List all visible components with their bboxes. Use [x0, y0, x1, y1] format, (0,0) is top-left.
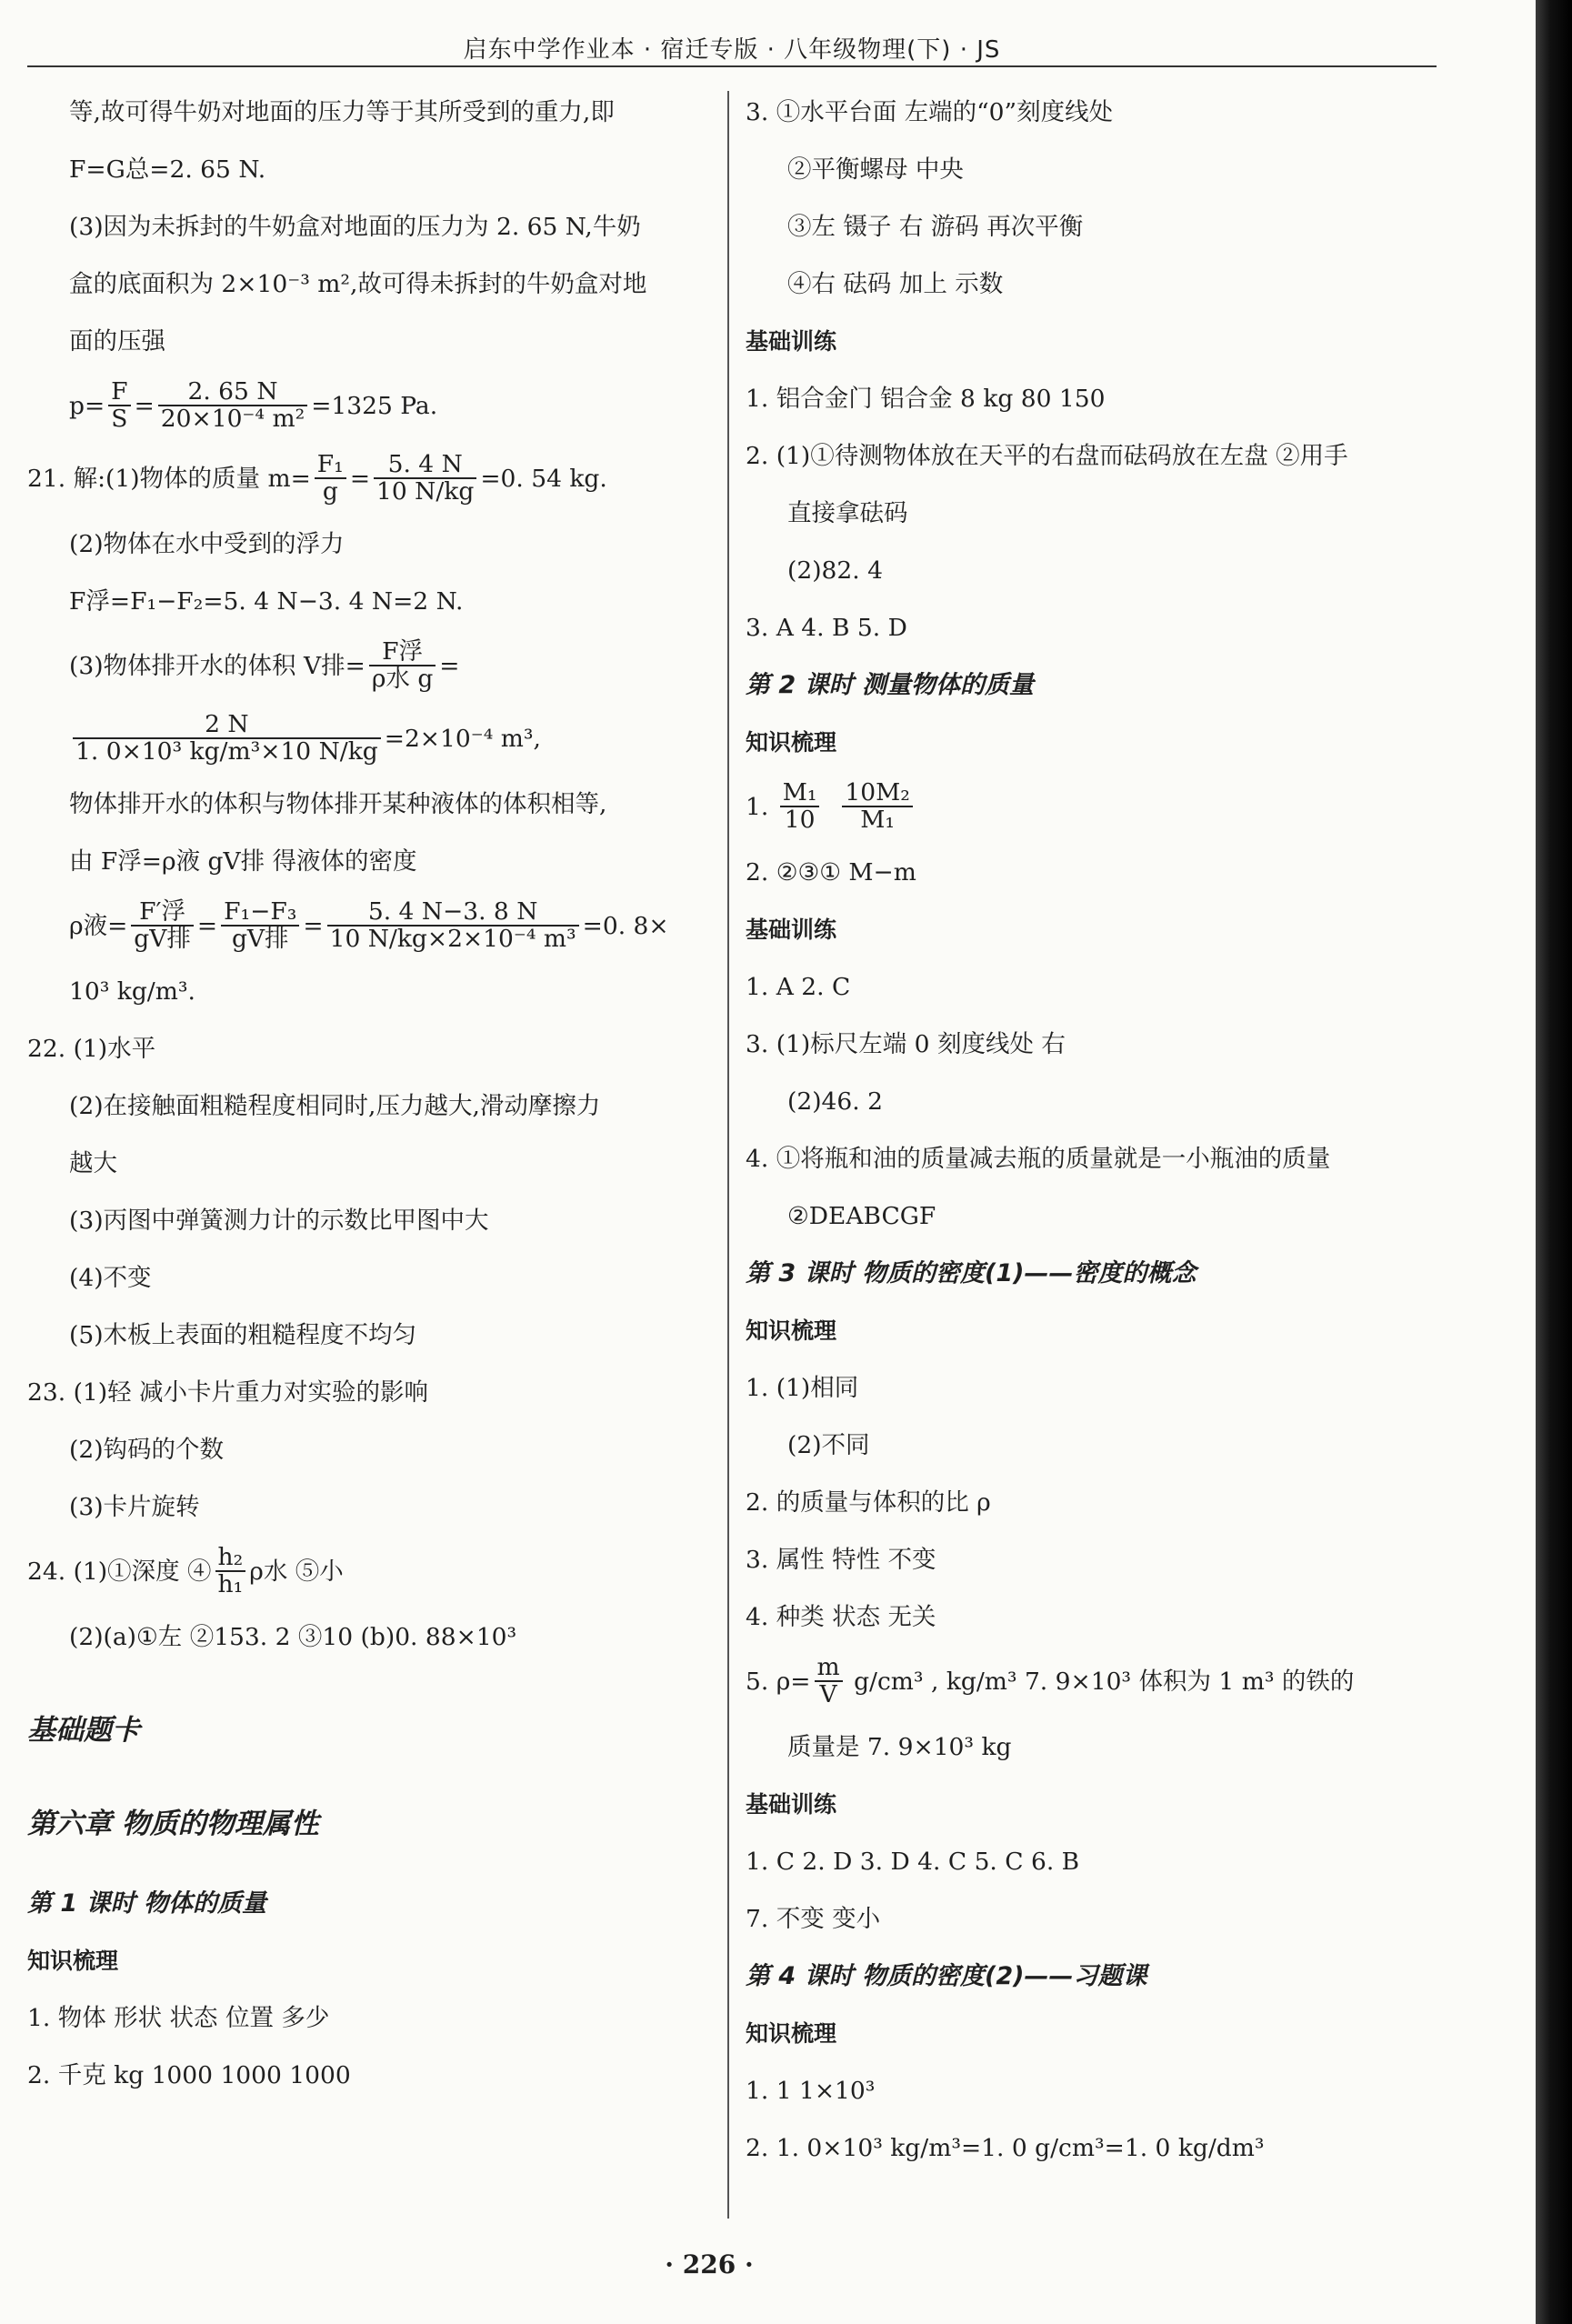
answer-line: (2)82. 4 [787, 556, 883, 585]
numerator: M₁ [780, 780, 820, 807]
denominator: ρ水 g [371, 665, 434, 693]
volume-equation-cont [27, 703, 718, 776]
answer-line: 1. A 2. C [746, 973, 851, 1001]
answer-line: 7. 不变 变小 [746, 1905, 881, 1933]
subsection-heading: 基础训练 [746, 1791, 837, 1818]
answer-line: 直接拿砝码 [787, 499, 908, 527]
equation-line: F=G总=2. 65 N. [69, 155, 266, 184]
scan-edge-shadow [1536, 0, 1572, 2324]
page-header [27, 25, 1437, 67]
fraction [158, 379, 307, 432]
fraction [327, 899, 579, 952]
text-line: (5)木板上表面的粗糙程度不均匀 [69, 1321, 417, 1349]
chapter-heading: 第六章 物质的物理属性 [27, 1808, 319, 1840]
text-line: (3)丙图中弹簧测力计的示数比甲图中大 [69, 1207, 489, 1235]
left-column [27, 84, 718, 2104]
answer-line: ②DEABCGF [787, 1202, 936, 1230]
denominator: 10 N/kg×2×10⁻⁴ m³ [329, 925, 576, 953]
eq-part: 1. [746, 793, 776, 821]
answer-line: 2. 的质量与体积的比 ρ [746, 1488, 991, 1517]
fraction [108, 379, 130, 432]
section-heading: 基础题卡 [27, 1714, 140, 1747]
answer-line: 3. A 4. B 5. D [746, 614, 907, 642]
answer-23: 23. (1)轻 减小卡片重力对实验的影响 [27, 1378, 429, 1407]
subsection-heading: 知识梳理 [746, 2020, 837, 2047]
subsection-heading: 基础训练 [746, 917, 837, 943]
eq-part: = [439, 652, 460, 680]
fraction [374, 452, 476, 505]
answer-24 [27, 1536, 718, 1608]
answer-21-mass: 21. 解:(1)物体的质量 m= $\frac{\text{F₁}}{g}$ = $\frac{5. 4 N}{10 N/kg}$ =0. 54 kg. [27, 450, 607, 506]
subsection-heading: 知识梳理 [27, 1948, 119, 1974]
numerator: F₁−F₃ [221, 899, 299, 927]
denominator: h₁ [217, 1570, 244, 1598]
fraction [815, 1655, 843, 1708]
subsection-heading: 知识梳理 [746, 729, 837, 756]
eq-part: ρ液= [69, 912, 128, 940]
eq-part: 5. ρ= [746, 1668, 811, 1696]
denominator: g [322, 477, 338, 506]
answer-line: 2. 1. 0×10³ kg/m³=1. 0 g/cm³=1. 0 kg/dm³ [746, 2134, 1265, 2162]
answer-line [746, 771, 1437, 844]
text-line: (2)在接触面粗糙程度相同时,压力越大,滑动摩擦力 [69, 1092, 601, 1120]
text-line: 物体排开水的体积与物体排开某种液体的体积相等, [69, 790, 607, 818]
text-line: 面的压强 [69, 327, 165, 356]
fraction [131, 899, 194, 952]
equation-line: 10³ kg/m³. [69, 977, 195, 1006]
page-number: · 226 · [665, 2249, 754, 2279]
numerator: 2. 65 N [158, 379, 307, 406]
numerator: F₁ [315, 452, 346, 479]
text-line: 越大 [69, 1149, 117, 1177]
fraction [73, 712, 381, 765]
answer-line: 2. ②③① M−m [746, 858, 916, 887]
answer-line: 1. (1)相同 [746, 1374, 859, 1402]
fraction [221, 899, 299, 952]
answer-line: 1. 物体 形状 状态 位置 多少 [27, 2004, 330, 2032]
answer-line [746, 1646, 1437, 1718]
fraction [215, 1545, 246, 1598]
denominator: 10 N/kg [376, 477, 475, 506]
denominator: S [111, 405, 128, 433]
eq-part: =0. 8× [582, 912, 669, 940]
eq-part: =2×10⁻⁴ m³, [384, 725, 541, 753]
header-title: 启东中学作业本 · 宿迁专版 · 八年级物理(下) · JS [463, 36, 1001, 64]
answer-line: ③左 镊子 右 游码 再次平衡 [787, 213, 1084, 241]
text-line: (4)不变 [69, 1264, 152, 1292]
density-equation: ρ液= $\frac{\text{F′浮}}{\text{gV排}}$ = $\frac{\text{F₁−F₃}}{\text{gV排}}$ = $\frac{5. 4 N-3. 8 N}{\text{10 N/kg×2×10⁻⁴ m³}}$ =0. 8× [69, 897, 669, 953]
eq-part: =1325 Pa. [311, 392, 438, 420]
answer-line: 1. 1 1×10³ [746, 2077, 876, 2105]
text-line: (3)因为未拆封的牛奶盒对地面的压力为 2. 65 N,牛奶 [69, 213, 641, 241]
denominator: gV排 [231, 925, 289, 953]
eq-part: (3)物体排开水的体积 V排= [69, 652, 365, 680]
eq-part: 21. 解:(1)物体的质量 m= [27, 465, 311, 493]
numerator: 10M₂ [842, 780, 912, 807]
subsection-heading: 知识梳理 [746, 1317, 837, 1344]
answer-line: ④右 砝码 加上 示数 [787, 270, 1004, 298]
numerator: 2 N [73, 712, 381, 739]
text-line: (2)(a)①左 ②153. 2 ③10 (b)0. 88×10³ [69, 1623, 517, 1651]
lesson-heading: 第 1 课时 物体的质量 [27, 1889, 266, 1918]
numerator: 5. 4 N−3. 8 N [327, 899, 579, 927]
denominator: M₁ [860, 806, 895, 834]
eq-part: 24. (1)①深度 ④ [27, 1558, 212, 1586]
pressure-equation: p= $\frac{F}{S}$ = $\frac{2. 65 N}{\text{20×10⁻⁴ m²}}$ =1325 Pa. [69, 377, 438, 433]
fraction [842, 780, 912, 833]
denominator: V [819, 1680, 837, 1708]
text-line: (2)钩码的个数 [69, 1436, 225, 1464]
answer-line: 3. 属性 特性 不变 [746, 1546, 936, 1574]
answer-line: 4. 种类 状态 无关 [746, 1603, 936, 1631]
column-divider [727, 91, 729, 2219]
answer-line: 2. (1)①待测物体放在天平的右盘而砝码放在左盘 ②用手 [746, 442, 1348, 470]
text-line: (2)物体在水中受到的浮力 [69, 530, 345, 558]
answer-line: 4. ①将瓶和油的质量减去瓶的质量就是一小瓶油的质量 [746, 1145, 1331, 1173]
denominator: 1. 0×10³ kg/m³×10 N/kg [75, 737, 378, 766]
answer-line: 3. (1)标尺左端 0 刻度线处 右 [746, 1030, 1066, 1058]
eq-part: ρ水 ⑤小 [249, 1558, 344, 1586]
denominator: 20×10⁻⁴ m² [160, 405, 305, 433]
eq-part: =0. 54 kg. [480, 465, 607, 493]
lesson-heading: 第 4 课时 物质的密度(2)——习题课 [746, 1962, 1147, 1990]
eq-part: g/cm³ , kg/m³ 7. 9×10³ 体积为 1 m³ 的铁的 [846, 1668, 1355, 1696]
volume-equation [27, 630, 718, 703]
subsection-heading: 基础训练 [746, 328, 837, 355]
numerator: F浮 [369, 639, 436, 666]
numerator: F′浮 [131, 899, 194, 927]
denominator: gV排 [134, 925, 191, 953]
numerator: h₂ [215, 1545, 246, 1572]
answer-line: 3. ①水平台面 左端的“0”刻度线处 [746, 98, 1114, 126]
answer-line: (2)46. 2 [787, 1087, 883, 1116]
numerator: F [108, 379, 130, 406]
denominator: 10 [784, 806, 816, 834]
eq-part: p= [69, 392, 105, 420]
fraction [780, 780, 820, 833]
lesson-heading: 第 3 课时 物质的密度(1)——密度的概念 [746, 1259, 1197, 1287]
text-line: 等,故可得牛奶对地面的压力等于其所受到的重力,即 [69, 98, 615, 126]
text-line: (3)卡片旋转 [69, 1493, 200, 1521]
equation-line: F浮=F₁−F₂=5. 4 N−3. 4 N=2 N. [69, 587, 464, 616]
answer-line: 1. C 2. D 3. D 4. C 5. C 6. B [746, 1848, 1080, 1876]
answer-line: 1. 铝合金门 铝合金 8 kg 80 150 [746, 385, 1106, 413]
numerator: 5. 4 N [374, 452, 476, 479]
text-line: 由 F浮=ρ液 gV排 得液体的密度 [69, 847, 417, 876]
numerator: m [815, 1655, 843, 1682]
answer-line: (2)不同 [787, 1431, 870, 1459]
fraction [315, 452, 346, 505]
fraction [369, 639, 436, 692]
answer-line: 质量是 7. 9×10³ kg [787, 1733, 1012, 1761]
lesson-heading: 第 2 课时 测量物体的质量 [746, 671, 1034, 699]
text-line: 盒的底面积为 2×10⁻³ m²,故可得未拆封的牛奶盒对地 [69, 270, 647, 298]
answer-line: ②平衡螺母 中央 [787, 155, 964, 184]
right-column [746, 84, 1437, 2177]
answer-22: 22. (1)水平 [27, 1035, 156, 1063]
answer-line: 2. 千克 kg 1000 1000 1000 [27, 2061, 351, 2089]
